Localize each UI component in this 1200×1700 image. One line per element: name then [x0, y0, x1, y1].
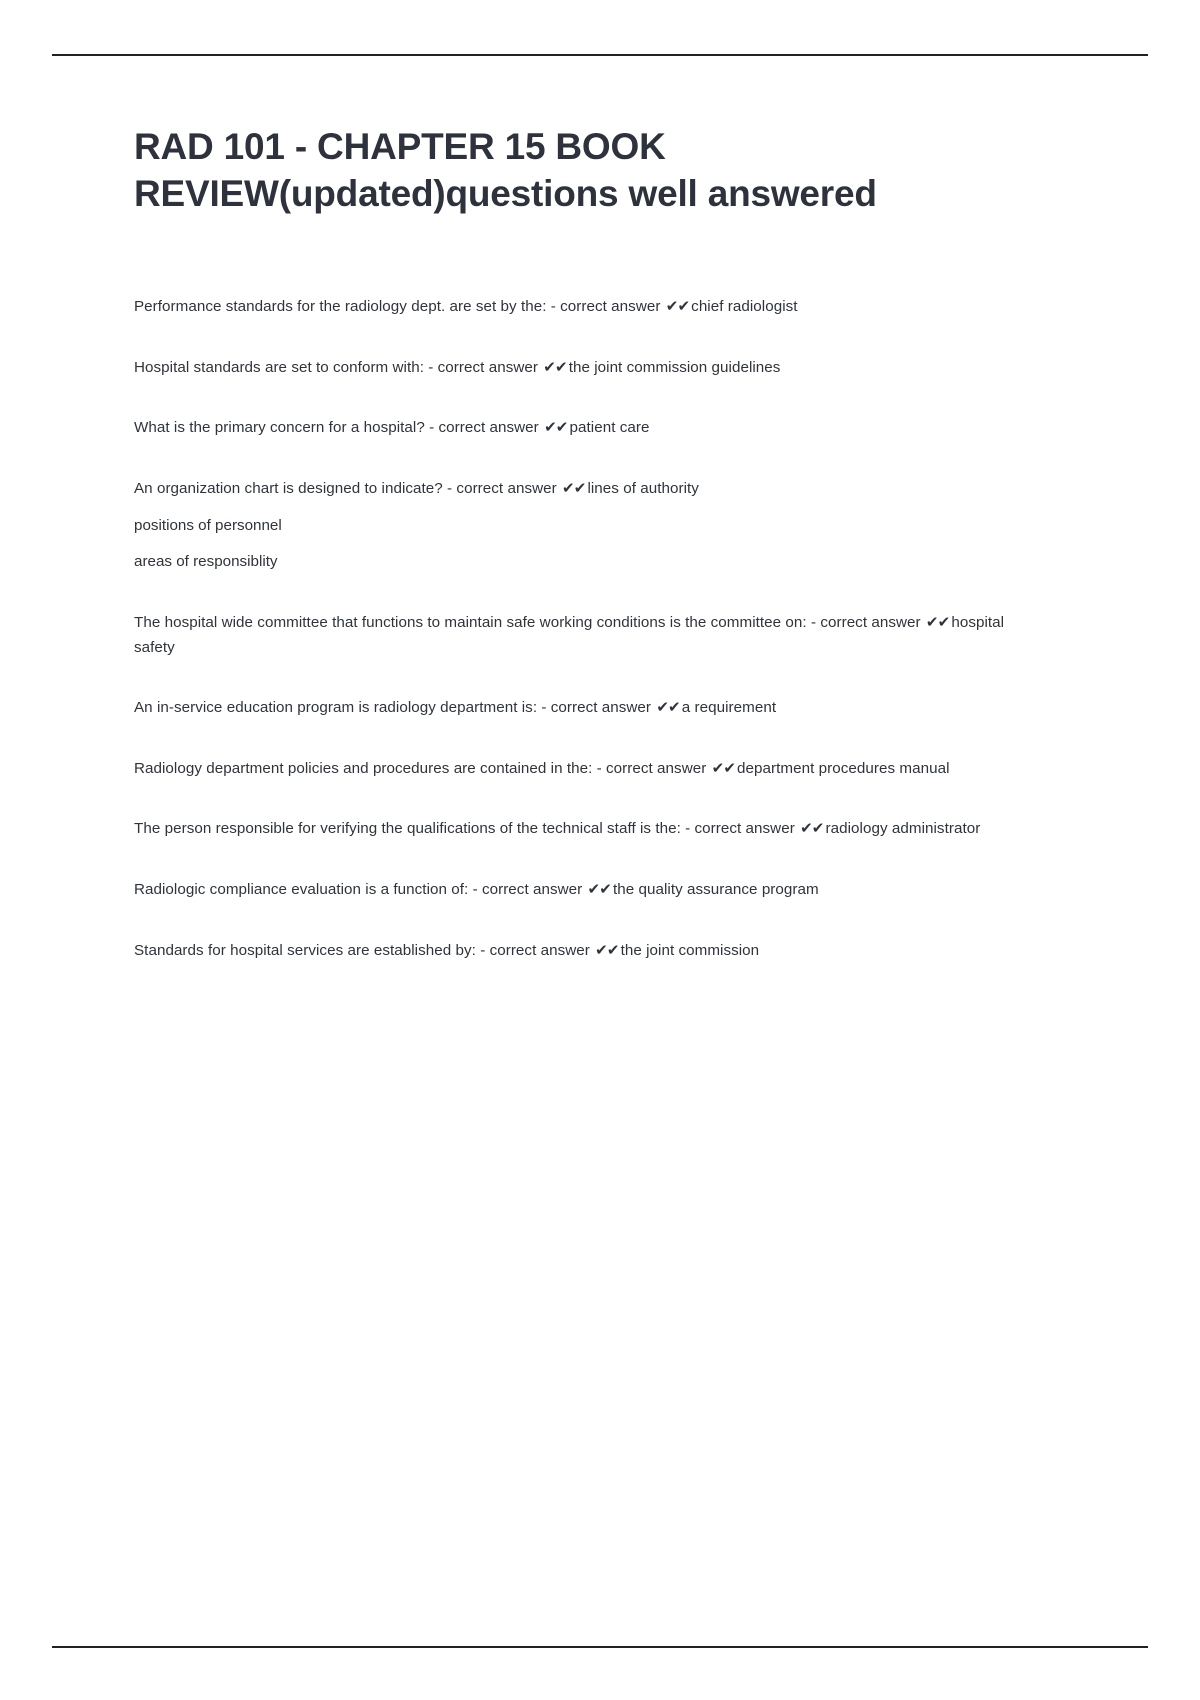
page-title: RAD 101 - CHAPTER 15 BOOK REVIEW(updated)questions well answered — [134, 126, 877, 214]
qa-block — [134, 757, 1044, 782]
answer-extra-line: areas of responsiblity — [134, 553, 278, 571]
check-icon: ✔✔ — [543, 358, 567, 376]
qa-block — [134, 696, 1044, 721]
qa-line — [134, 939, 1044, 964]
question-text: Radiology department policies and procedures are contained in the: — [134, 759, 593, 777]
header-divider — [52, 54, 1148, 56]
answer-text: the quality assurance program — [612, 881, 819, 899]
answer-text: a requirement — [681, 699, 777, 717]
answer-separator: - correct answer — [424, 358, 543, 376]
answer-extra-line: positions of personnel — [134, 516, 282, 534]
answer-text: lines of authority — [587, 480, 699, 498]
answer-text: department procedures manual — [737, 759, 950, 777]
qa-block — [134, 817, 1044, 842]
question-text: An in-service education program is radiology department is: — [134, 699, 538, 717]
check-icon: ✔✔ — [925, 613, 950, 631]
document-content — [134, 124, 1044, 999]
qa-block — [134, 477, 1044, 575]
answer-separator: - correct answer — [680, 820, 800, 838]
check-icon: ✔✔ — [800, 820, 824, 838]
answer-separator: - correct answer — [537, 699, 656, 717]
question-text: The hospital wide committee that functions to maintain safe working conditions is the committee on: — [134, 613, 807, 631]
qa-block — [134, 356, 1044, 381]
check-icon: ✔✔ — [587, 881, 611, 899]
answer-separator: - correct answer — [546, 298, 665, 316]
question-text: What is the primary concern for a hospital? — [134, 419, 425, 437]
qa-line — [134, 696, 1044, 721]
question-answer-list — [134, 295, 1044, 963]
answer-text: the joint commission guidelines — [568, 358, 781, 376]
check-icon: ✔✔ — [711, 759, 736, 777]
qa-line — [134, 356, 1044, 381]
answer-text: radiology administrator — [825, 820, 981, 838]
answer-separator: - correct answer — [424, 419, 544, 437]
answer-separator: - correct answer — [468, 881, 587, 899]
question-text: Performance standards for the radiology dept. are set by the: — [134, 298, 547, 316]
answer-separator: - correct answer — [475, 941, 595, 959]
qa-line — [134, 757, 1044, 782]
question-text: An organization chart is designed to indicate? — [134, 480, 443, 498]
check-icon: ✔✔ — [544, 419, 568, 437]
qa-block — [134, 295, 1044, 320]
answer-text: the joint commission — [620, 941, 760, 959]
question-text: Hospital standards are set to conform with: — [134, 358, 425, 376]
answer-text: hospital safety — [134, 613, 1005, 656]
qa-block — [134, 611, 1044, 660]
qa-line — [134, 295, 1044, 320]
qa-line — [134, 817, 1044, 842]
answer-separator: - correct answer — [592, 759, 711, 777]
qa-line — [134, 416, 1044, 441]
answer-separator: - correct answer — [442, 480, 561, 498]
question-text: Radiologic compliance evaluation is a function of: — [134, 881, 469, 899]
qa-block — [134, 939, 1044, 964]
check-icon: ✔✔ — [562, 480, 586, 498]
check-icon: ✔✔ — [665, 298, 690, 316]
qa-block — [134, 878, 1044, 903]
question-text: The person responsible for verifying the qualifications of the technical staff is the: — [134, 820, 681, 838]
qa-line — [134, 878, 1044, 903]
answer-text: chief radiologist — [691, 298, 798, 316]
qa-block — [134, 416, 1044, 441]
qa-line — [134, 611, 1044, 660]
answer-separator: - correct answer — [806, 613, 925, 631]
check-icon: ✔✔ — [656, 699, 680, 717]
check-icon: ✔✔ — [595, 941, 619, 959]
qa-line — [134, 477, 1044, 502]
answer-text: patient care — [569, 419, 650, 437]
footer-divider — [52, 1646, 1148, 1648]
question-text: Standards for hospital services are established by: — [134, 941, 476, 959]
